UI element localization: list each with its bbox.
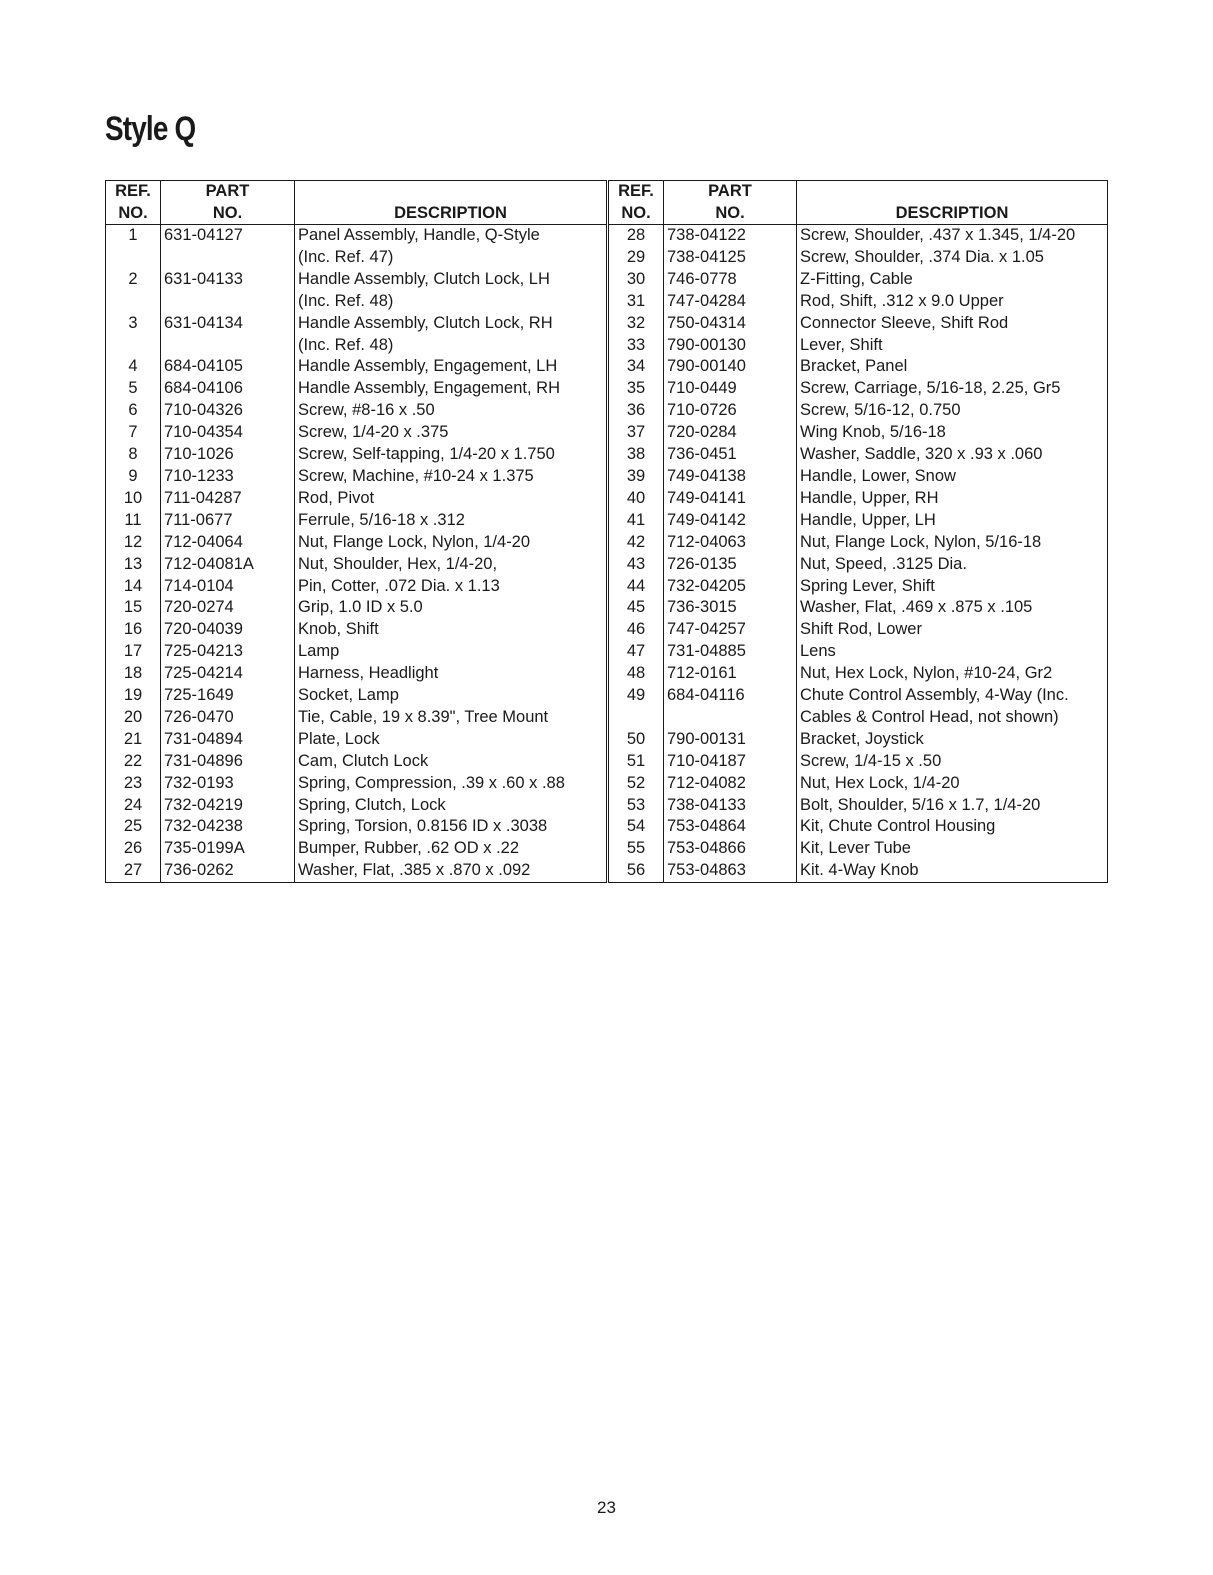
part-no-cell: 749-04138 bbox=[664, 466, 797, 488]
ref-no-header: REF. NO. bbox=[106, 181, 161, 225]
table-row bbox=[106, 554, 607, 576]
table-row bbox=[609, 619, 1108, 641]
part-no-cell: 747-04284 bbox=[664, 291, 797, 313]
part-no-cell: 790-00131 bbox=[664, 729, 797, 751]
table-row bbox=[106, 291, 607, 313]
table-row bbox=[609, 422, 1108, 444]
part-no-cell: 753-04863 bbox=[664, 860, 797, 882]
part-no-cell: 732-04238 bbox=[161, 816, 295, 838]
description-cell: Bumper, Rubber, .62 OD x .22 bbox=[295, 838, 607, 860]
description-cell: Tie, Cable, 19 x 8.39", Tree Mount bbox=[295, 707, 607, 729]
ref-no-cell: 40 bbox=[609, 488, 664, 510]
description-cell: Washer, Saddle, 320 x .93 x .060 bbox=[797, 444, 1108, 466]
part-no-cell: 790-00140 bbox=[664, 356, 797, 378]
description-cell: Grip, 1.0 ID x 5.0 bbox=[295, 597, 607, 619]
ref-no-cell: 7 bbox=[106, 422, 161, 444]
description-cell: Wing Knob, 5/16-18 bbox=[797, 422, 1108, 444]
description-cell: Handle Assembly, Clutch Lock, RH bbox=[295, 313, 607, 335]
ref-no-cell: 18 bbox=[106, 663, 161, 685]
description-cell: Nut, Flange Lock, Nylon, 5/16-18 bbox=[797, 532, 1108, 554]
table-row bbox=[106, 510, 607, 532]
part-no-cell: 725-1649 bbox=[161, 685, 295, 707]
table-row bbox=[106, 795, 607, 817]
description-cell: Nut, Hex Lock, 1/4-20 bbox=[797, 773, 1108, 795]
description-cell: Chute Control Assembly, 4-Way (Inc. bbox=[797, 685, 1108, 707]
table-row bbox=[609, 707, 1108, 729]
part-no-cell: 738-04122 bbox=[664, 225, 797, 247]
ref-no-cell: 27 bbox=[106, 860, 161, 882]
part-no-cell bbox=[664, 707, 797, 729]
table-row bbox=[609, 838, 1108, 860]
ref-no-cell: 17 bbox=[106, 641, 161, 663]
ref-no-cell: 2 bbox=[106, 269, 161, 291]
ref-no-cell bbox=[106, 335, 161, 357]
part-no-cell: 735-0199A bbox=[161, 838, 295, 860]
table-row bbox=[106, 816, 607, 838]
description-cell: Bolt, Shoulder, 5/16 x 1.7, 1/4-20 bbox=[797, 795, 1108, 817]
ref-no-cell: 20 bbox=[106, 707, 161, 729]
ref-no-cell: 32 bbox=[609, 313, 664, 335]
description-cell: (Inc. Ref. 48) bbox=[295, 291, 607, 313]
table-row bbox=[106, 597, 607, 619]
part-no-cell: 711-04287 bbox=[161, 488, 295, 510]
part-no-cell: 746-0778 bbox=[664, 269, 797, 291]
part-no-cell: 736-0451 bbox=[664, 444, 797, 466]
ref-no-header: REF. NO. bbox=[609, 181, 664, 225]
part-no-cell: 712-04081A bbox=[161, 554, 295, 576]
page-number: 23 bbox=[597, 1498, 616, 1517]
parts-table-right bbox=[608, 180, 1108, 883]
description-cell: Spring, Torsion, 0.8156 ID x .3038 bbox=[295, 816, 607, 838]
description-cell: Connector Sleeve, Shift Rod bbox=[797, 313, 1108, 335]
table-row bbox=[609, 510, 1108, 532]
table-row bbox=[609, 335, 1108, 357]
description-cell: Handle Assembly, Engagement, RH bbox=[295, 378, 607, 400]
part-no-cell: 631-04127 bbox=[161, 225, 295, 247]
part-no-cell: 731-04885 bbox=[664, 641, 797, 663]
table-row bbox=[609, 466, 1108, 488]
table-row bbox=[609, 378, 1108, 400]
ref-no-cell: 36 bbox=[609, 400, 664, 422]
ref-no-cell: 8 bbox=[106, 444, 161, 466]
ref-no-cell: 14 bbox=[106, 576, 161, 598]
description-cell: Lamp bbox=[295, 641, 607, 663]
part-no-cell: 736-0262 bbox=[161, 860, 295, 882]
ref-no-cell: 46 bbox=[609, 619, 664, 641]
part-no-cell: 747-04257 bbox=[664, 619, 797, 641]
table-row bbox=[106, 532, 607, 554]
table-row bbox=[106, 773, 607, 795]
ref-no-cell: 41 bbox=[609, 510, 664, 532]
table-row bbox=[609, 488, 1108, 510]
ref-no-cell: 5 bbox=[106, 378, 161, 400]
ref-no-cell: 42 bbox=[609, 532, 664, 554]
table-row bbox=[609, 532, 1108, 554]
description-cell: Pin, Cotter, .072 Dia. x 1.13 bbox=[295, 576, 607, 598]
description-cell: Nut, Shoulder, Hex, 1/4-20, bbox=[295, 554, 607, 576]
ref-no-cell: 35 bbox=[609, 378, 664, 400]
table-row bbox=[106, 619, 607, 641]
part-no-cell: 749-04141 bbox=[664, 488, 797, 510]
ref-no-cell: 19 bbox=[106, 685, 161, 707]
description-cell: (Inc. Ref. 47) bbox=[295, 247, 607, 269]
description-header: DESCRIPTION bbox=[797, 181, 1108, 225]
parts-table-body bbox=[609, 225, 1108, 883]
table-row bbox=[609, 225, 1108, 247]
table-row bbox=[106, 838, 607, 860]
table-row bbox=[609, 444, 1108, 466]
description-cell: Rod, Pivot bbox=[295, 488, 607, 510]
table-row bbox=[106, 269, 607, 291]
parts-table-body bbox=[106, 225, 607, 883]
description-cell: Plate, Lock bbox=[295, 729, 607, 751]
table-row bbox=[609, 247, 1108, 269]
part-no-cell: 720-0284 bbox=[664, 422, 797, 444]
part-no-cell: 732-0193 bbox=[161, 773, 295, 795]
table-row bbox=[106, 729, 607, 751]
table-row bbox=[609, 400, 1108, 422]
part-no-cell: 714-0104 bbox=[161, 576, 295, 598]
table-row bbox=[609, 663, 1108, 685]
ref-no-cell: 33 bbox=[609, 335, 664, 357]
part-no-cell: 631-04134 bbox=[161, 313, 295, 335]
part-no-cell: 726-0470 bbox=[161, 707, 295, 729]
ref-no-cell bbox=[106, 291, 161, 313]
ref-no-cell: 30 bbox=[609, 269, 664, 291]
table-row bbox=[609, 773, 1108, 795]
part-no-header: PART NO. bbox=[664, 181, 797, 225]
table-row bbox=[609, 597, 1108, 619]
part-no-cell: 731-04894 bbox=[161, 729, 295, 751]
description-cell: Harness, Headlight bbox=[295, 663, 607, 685]
table-row bbox=[106, 313, 607, 335]
table-row bbox=[609, 795, 1108, 817]
ref-no-cell bbox=[106, 247, 161, 269]
ref-no-cell: 39 bbox=[609, 466, 664, 488]
table-row bbox=[609, 269, 1108, 291]
description-cell: Knob, Shift bbox=[295, 619, 607, 641]
part-no-cell: 731-04896 bbox=[161, 751, 295, 773]
part-no-cell bbox=[161, 247, 295, 269]
description-cell: Screw, Shoulder, .374 Dia. x 1.05 bbox=[797, 247, 1108, 269]
table-row bbox=[106, 663, 607, 685]
part-no-cell: 753-04866 bbox=[664, 838, 797, 860]
table-row bbox=[106, 400, 607, 422]
ref-no-cell: 21 bbox=[106, 729, 161, 751]
part-no-cell bbox=[161, 291, 295, 313]
part-no-header: PART NO. bbox=[161, 181, 295, 225]
ref-no-cell: 15 bbox=[106, 597, 161, 619]
table-row bbox=[106, 225, 607, 247]
description-cell: Spring Lever, Shift bbox=[797, 576, 1108, 598]
description-cell: Kit, Chute Control Housing bbox=[797, 816, 1108, 838]
description-cell: Handle Assembly, Clutch Lock, LH bbox=[295, 269, 607, 291]
description-cell: Socket, Lamp bbox=[295, 685, 607, 707]
ref-no-cell: 54 bbox=[609, 816, 664, 838]
ref-no-cell: 56 bbox=[609, 860, 664, 882]
ref-no-cell: 25 bbox=[106, 816, 161, 838]
description-cell: Screw, Self-tapping, 1/4-20 x 1.750 bbox=[295, 444, 607, 466]
part-no-cell: 710-0449 bbox=[664, 378, 797, 400]
description-cell: Nut, Speed, .3125 Dia. bbox=[797, 554, 1108, 576]
part-no-cell: 738-04133 bbox=[664, 795, 797, 817]
table-row bbox=[609, 641, 1108, 663]
description-cell: Washer, Flat, .469 x .875 x .105 bbox=[797, 597, 1108, 619]
part-no-cell: 712-04082 bbox=[664, 773, 797, 795]
description-cell: Nut, Hex Lock, Nylon, #10-24, Gr2 bbox=[797, 663, 1108, 685]
table-row bbox=[106, 707, 607, 729]
ref-no-cell: 47 bbox=[609, 641, 664, 663]
table-row bbox=[106, 422, 607, 444]
description-cell: Screw, #8-16 x .50 bbox=[295, 400, 607, 422]
ref-no-cell: 53 bbox=[609, 795, 664, 817]
part-no-cell: 720-0274 bbox=[161, 597, 295, 619]
part-no-cell: 684-04116 bbox=[664, 685, 797, 707]
ref-no-cell bbox=[609, 707, 664, 729]
table-row bbox=[609, 554, 1108, 576]
part-no-cell: 725-04214 bbox=[161, 663, 295, 685]
ref-no-cell: 6 bbox=[106, 400, 161, 422]
ref-no-cell: 26 bbox=[106, 838, 161, 860]
description-cell: Screw, Machine, #10-24 x 1.375 bbox=[295, 466, 607, 488]
ref-no-cell: 49 bbox=[609, 685, 664, 707]
ref-no-cell: 24 bbox=[106, 795, 161, 817]
ref-no-cell: 52 bbox=[609, 773, 664, 795]
part-no-cell: 710-04326 bbox=[161, 400, 295, 422]
table-row bbox=[609, 313, 1108, 335]
ref-no-cell: 34 bbox=[609, 356, 664, 378]
table-row bbox=[106, 488, 607, 510]
ref-no-cell: 11 bbox=[106, 510, 161, 532]
description-cell: Kit, Lever Tube bbox=[797, 838, 1108, 860]
description-cell: Spring, Clutch, Lock bbox=[295, 795, 607, 817]
part-no-cell: 710-1233 bbox=[161, 466, 295, 488]
part-no-cell: 736-3015 bbox=[664, 597, 797, 619]
part-no-cell: 710-1026 bbox=[161, 444, 295, 466]
table-row bbox=[106, 247, 607, 269]
description-cell: Panel Assembly, Handle, Q-Style bbox=[295, 225, 607, 247]
description-cell: Shift Rod, Lower bbox=[797, 619, 1108, 641]
table-row bbox=[609, 356, 1108, 378]
part-no-cell: 712-0161 bbox=[664, 663, 797, 685]
ref-no-cell: 55 bbox=[609, 838, 664, 860]
ref-no-cell: 31 bbox=[609, 291, 664, 313]
description-cell: Screw, Shoulder, .437 x 1.345, 1/4-20 bbox=[797, 225, 1108, 247]
ref-no-cell: 23 bbox=[106, 773, 161, 795]
description-cell: Washer, Flat, .385 x .870 x .092 bbox=[295, 860, 607, 882]
description-cell: Screw, 1/4-20 x .375 bbox=[295, 422, 607, 444]
ref-no-cell: 9 bbox=[106, 466, 161, 488]
description-header: DESCRIPTION bbox=[295, 181, 607, 225]
description-cell: Cam, Clutch Lock bbox=[295, 751, 607, 773]
table-row bbox=[106, 444, 607, 466]
description-cell: Screw, Carriage, 5/16-18, 2.25, Gr5 bbox=[797, 378, 1108, 400]
table-row bbox=[609, 860, 1108, 882]
table-row bbox=[106, 356, 607, 378]
description-cell: Nut, Flange Lock, Nylon, 1/4-20 bbox=[295, 532, 607, 554]
ref-no-cell: 44 bbox=[609, 576, 664, 598]
description-cell: Handle Assembly, Engagement, LH bbox=[295, 356, 607, 378]
ref-no-cell: 16 bbox=[106, 619, 161, 641]
part-no-cell: 711-0677 bbox=[161, 510, 295, 532]
part-no-cell: 750-04314 bbox=[664, 313, 797, 335]
ref-no-cell: 10 bbox=[106, 488, 161, 510]
ref-no-cell: 45 bbox=[609, 597, 664, 619]
table-row bbox=[106, 378, 607, 400]
description-cell: Z-Fitting, Cable bbox=[797, 269, 1108, 291]
table-header-row bbox=[106, 181, 607, 225]
table-header-row bbox=[609, 181, 1108, 225]
table-row bbox=[106, 335, 607, 357]
table-row bbox=[106, 685, 607, 707]
part-no-cell: 753-04864 bbox=[664, 816, 797, 838]
description-cell: Handle, Lower, Snow bbox=[797, 466, 1108, 488]
part-no-cell: 684-04105 bbox=[161, 356, 295, 378]
ref-no-cell: 43 bbox=[609, 554, 664, 576]
part-no-cell bbox=[161, 335, 295, 357]
ref-no-cell: 51 bbox=[609, 751, 664, 773]
description-cell: Handle, Upper, RH bbox=[797, 488, 1108, 510]
part-no-cell: 712-04063 bbox=[664, 532, 797, 554]
part-no-cell: 712-04064 bbox=[161, 532, 295, 554]
table-row bbox=[106, 641, 607, 663]
ref-no-cell: 28 bbox=[609, 225, 664, 247]
table-row bbox=[106, 751, 607, 773]
table-row bbox=[609, 291, 1108, 313]
ref-no-cell: 22 bbox=[106, 751, 161, 773]
part-no-cell: 725-04213 bbox=[161, 641, 295, 663]
parts-table-left bbox=[105, 180, 607, 883]
table-row bbox=[609, 751, 1108, 773]
table-row bbox=[609, 816, 1108, 838]
table-row bbox=[609, 576, 1108, 598]
part-no-cell: 749-04142 bbox=[664, 510, 797, 532]
description-cell: Cables & Control Head, not shown) bbox=[797, 707, 1108, 729]
ref-no-cell: 29 bbox=[609, 247, 664, 269]
description-cell: Screw, 1/4-15 x .50 bbox=[797, 751, 1108, 773]
part-no-cell: 732-04219 bbox=[161, 795, 295, 817]
ref-no-cell: 37 bbox=[609, 422, 664, 444]
page-title: Style Q bbox=[105, 110, 196, 148]
ref-no-cell: 38 bbox=[609, 444, 664, 466]
part-no-cell: 710-04187 bbox=[664, 751, 797, 773]
description-cell: Ferrule, 5/16-18 x .312 bbox=[295, 510, 607, 532]
part-no-cell: 732-04205 bbox=[664, 576, 797, 598]
ref-no-cell: 3 bbox=[106, 313, 161, 335]
part-no-cell: 738-04125 bbox=[664, 247, 797, 269]
description-cell: Bracket, Joystick bbox=[797, 729, 1108, 751]
ref-no-cell: 48 bbox=[609, 663, 664, 685]
ref-no-cell: 50 bbox=[609, 729, 664, 751]
description-cell: Screw, 5/16-12, 0.750 bbox=[797, 400, 1108, 422]
part-no-cell: 710-0726 bbox=[664, 400, 797, 422]
part-no-cell: 710-04354 bbox=[161, 422, 295, 444]
description-cell: Lever, Shift bbox=[797, 335, 1108, 357]
table-row bbox=[106, 860, 607, 882]
description-cell: Lens bbox=[797, 641, 1108, 663]
ref-no-cell: 12 bbox=[106, 532, 161, 554]
description-cell: Spring, Compression, .39 x .60 x .88 bbox=[295, 773, 607, 795]
table-row bbox=[609, 685, 1108, 707]
part-no-cell: 726-0135 bbox=[664, 554, 797, 576]
ref-no-cell: 13 bbox=[106, 554, 161, 576]
description-cell: (Inc. Ref. 48) bbox=[295, 335, 607, 357]
part-no-cell: 631-04133 bbox=[161, 269, 295, 291]
description-cell: Handle, Upper, LH bbox=[797, 510, 1108, 532]
table-row bbox=[609, 729, 1108, 751]
table-row bbox=[106, 576, 607, 598]
table-row bbox=[106, 466, 607, 488]
description-cell: Rod, Shift, .312 x 9.0 Upper bbox=[797, 291, 1108, 313]
description-cell: Bracket, Panel bbox=[797, 356, 1108, 378]
description-cell: Kit. 4-Way Knob bbox=[797, 860, 1108, 882]
part-no-cell: 684-04106 bbox=[161, 378, 295, 400]
ref-no-cell: 4 bbox=[106, 356, 161, 378]
part-no-cell: 790-00130 bbox=[664, 335, 797, 357]
ref-no-cell: 1 bbox=[106, 225, 161, 247]
part-no-cell: 720-04039 bbox=[161, 619, 295, 641]
